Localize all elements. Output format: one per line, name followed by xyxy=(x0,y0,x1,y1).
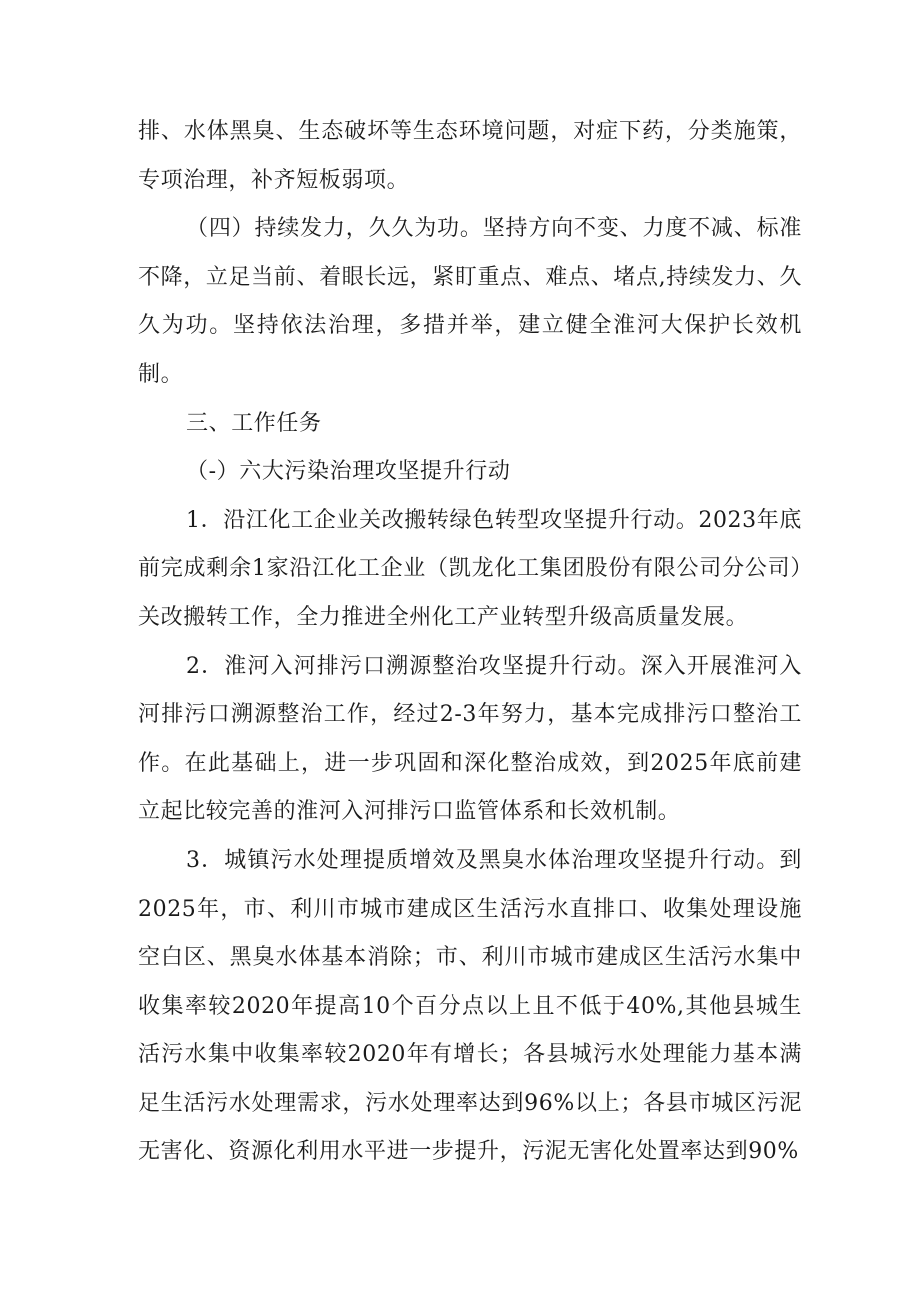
section-heading-work-tasks: 三、工作任务 xyxy=(186,410,322,436)
document-body xyxy=(138,108,802,1177)
paragraph-principle-four: （四）持续发力，久久为功。坚持方向不变、力度不减、标准不降，立足当前、着眼长远，紧盯重点、难点、堵点,持续发力、久久为功。坚持依法治理，多措并举，建立健全淮河大保护长效机制。 xyxy=(138,216,802,387)
subsection-heading-six-actions: （-）六大污染治理攻坚提升行动 xyxy=(186,459,511,485)
paragraph-task-1-chemical-enterprises: 1．沿江化工企业关改搬转绿色转型攻坚提升行动。2023年底前完成剩余1家沿江化工企业（凯龙化工集团股份有限公司分公司）关改搬转工作，全力推进全州化工产业转型升级高质量发展。 xyxy=(138,507,802,630)
paragraph-problems-continuation: 排、水体黑臭、生态破坏等生态环境问题，对症下药，分类施策，专项治理，补齐短板弱项。 xyxy=(138,119,802,193)
paragraph-task-2-sewage-outlets: 2．淮河入河排污口溯源整治攻坚提升行动。深入开展淮河入河排污口溯源整治工作，经过2-3年努力，基本完成排污口整治工作。在此基础上，进一步巩固和深化整治成效，到2025年底前建立起比较完善的淮河入河排污口监管体系和长效机制。 xyxy=(138,653,802,825)
paragraph-task-3-urban-sewage: 3．城镇污水处理提质增效及黑臭水体治理攻坚提升行动。到2025年，市、利川市城市建成区生活污水直排口、收集处理设施空白区、黑臭水体基本消除；市、利川市城市建成区生活污水集中收集率较2020年提高10个百分点以上且不低于40%,其他县城生活污水集中收集率较2020年有增长；各县城污水处理能力基本满足生活污水处理需求，污水处理率达到96%以上；各县市城区污泥无害化、资源化利用水平进一步提升，污泥无害化处置率达到90% xyxy=(138,847,802,1165)
